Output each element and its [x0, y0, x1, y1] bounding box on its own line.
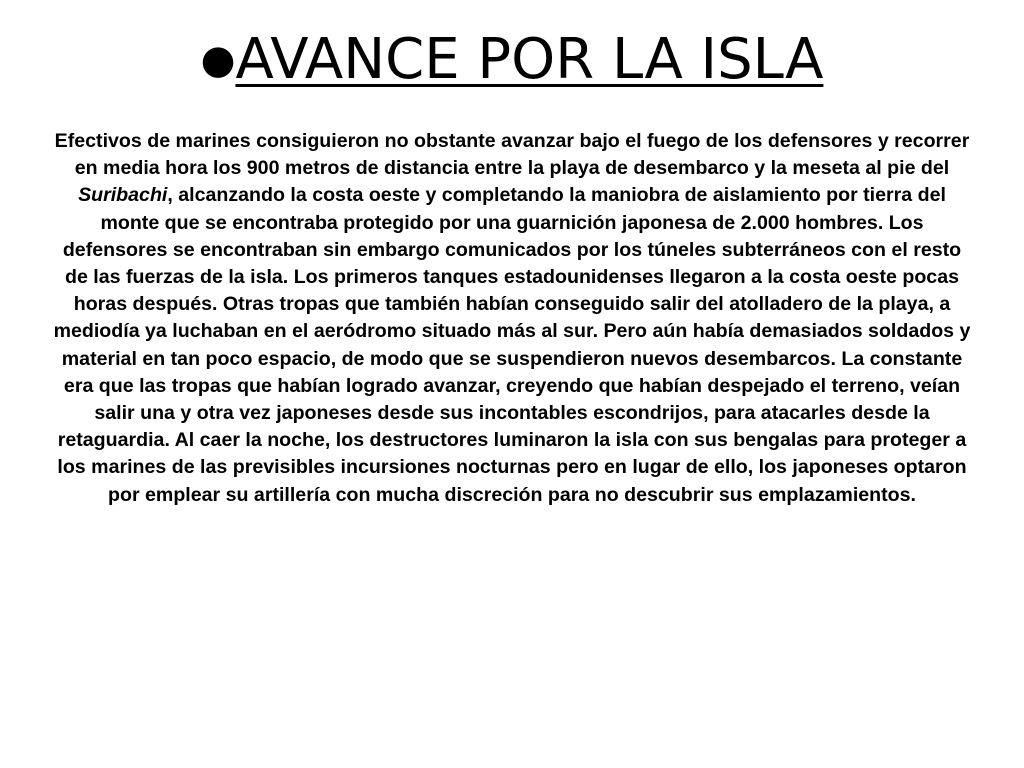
title-text: AVANCE POR LA ISLA — [235, 27, 824, 92]
body-paragraph — [52, 128, 972, 509]
paragraph-text-before: Efectivos de marines consiguieron no obstante avanzar bajo el fuego de los defensores y recorrer en media hora los 900 metros de distancia entre la playa de desembarco y la meseta al pie del — [54, 130, 970, 180]
title-bullet-icon: ● — [200, 37, 236, 83]
paragraph-text-after: , alcanzando la costa oeste y completando la maniobra de aislamiento por tierra del monte que se encontraba protegido por una guarnición japonesa de 2.000 hombres. Los defensores se encontraban sin embargo comunicados por los túneles subterráneos con el resto de las fuerzas de la isla. Los primeros tanques estadounidenses llegaron a la costa oeste pocas horas después. Otras tropas que también habían conseguido salir del atolladero de la playa, a mediodía ya luchaban en el aeródromo situado más al sur. Pero aún había demasiados soldados y material en tan poco espacio, de modo que se suspendieron nuevos desembarcos. La constante era que las tropas que habían logrado avanzar, creyendo que habían despejado el terreno, veían salir una y otra vez japoneses desde sus incontables escondrijos, para atacarles desde la retaguardia. Al caer la noche, los destructores luminaron la isla con sus bengalas para proteger a los marines de las previsibles incursiones nocturnas pero en lugar de ello, los japoneses optaron por emplear su artillería con mucha discreción para no descubrir sus emplazamientos. — [53, 184, 971, 506]
slide-title — [0, 22, 1024, 98]
paragraph-emphasis-suribachi: Suribachi — [78, 184, 168, 207]
